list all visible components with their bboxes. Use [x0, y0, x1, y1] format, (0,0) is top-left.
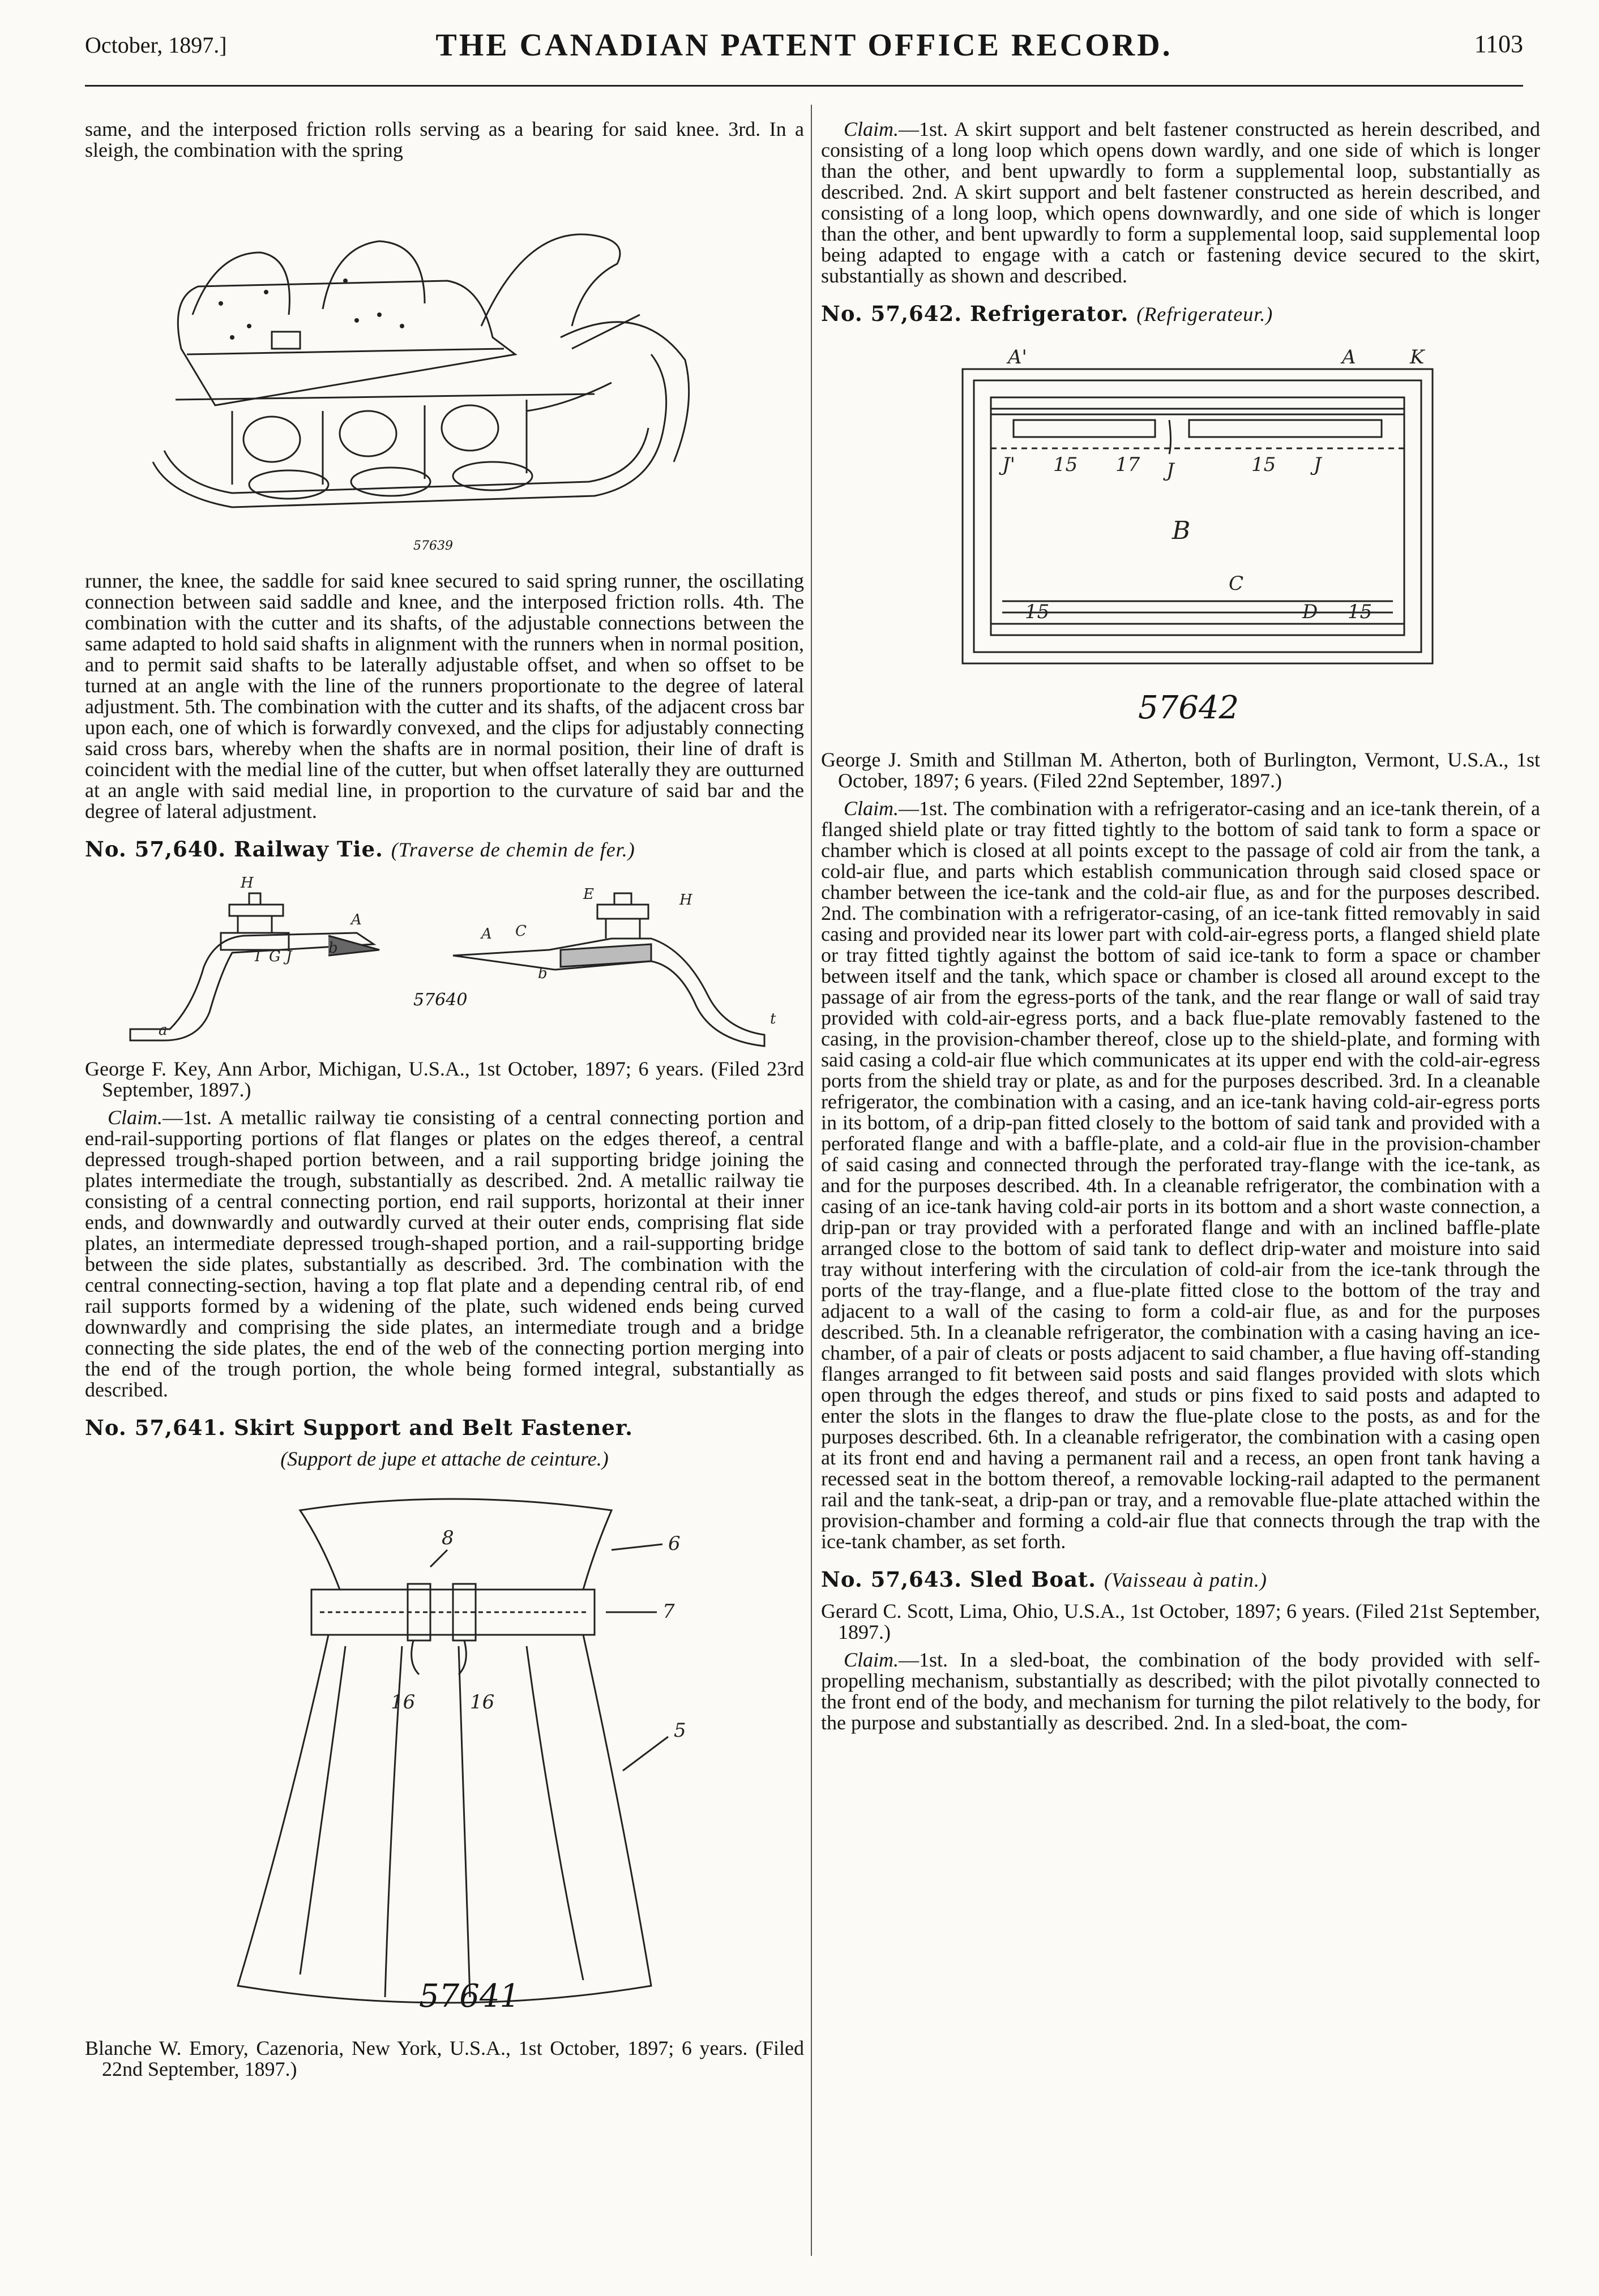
patent-57640-heading: [85, 839, 804, 860]
svg-text:6: 6: [668, 1532, 681, 1555]
svg-text:C: C: [515, 923, 527, 940]
patent-57642-inventor: George J. Smith and Stillman M. Atherton, both of Burlington, Vermont, U.S.A., 1st October, 1897; 6 years. (Filed 22nd September, 1897.): [821, 748, 1540, 792]
claim-text: —1st. A skirt support and belt fastener constructed as herein described, and consisting of a long loop which opens down wardly, and one side of which is longer than the other, and bent upwardly to form a supplemental loop, substantially as described. 2nd. A skirt support and belt fastener constructed as herein described, and consisting of a long loop, which opens downwardly, and one side of which is longer than the other, and bent upwardly to form a supplemental loop, said supplemental loop being adapted to engage with a catch or fastening device secured to the skirt, substantially as shown and described.: [821, 118, 1540, 287]
patent-57643-inventor: Gerard C. Scott, Lima, Ohio, U.S.A., 1st October, 1897; 6 years. (Filed 21st September, 1897.): [821, 1600, 1540, 1643]
claim-label: Claim.: [108, 1106, 163, 1129]
patent-french-title: (Vaisseau à patin.): [1104, 1569, 1267, 1591]
svg-text:A: A: [1342, 346, 1356, 369]
patent-title: Sled Boat.: [970, 1567, 1096, 1592]
figure-label-57642: 57642: [1138, 689, 1239, 726]
continued-claim-text: same, and the interposed friction rolls serving as a bearing for said knee. 3rd. In a sleigh, the combination with the spring: [85, 118, 804, 161]
svg-text:15: 15: [1251, 453, 1276, 476]
page-number: 1103: [1474, 30, 1523, 58]
patent-title: Skirt Support and Belt Fastener.: [234, 1415, 633, 1440]
patent-title: Railway Tie.: [234, 837, 383, 862]
svg-text:G: G: [269, 948, 281, 965]
svg-text:J: J: [1314, 453, 1322, 476]
sleigh-figure: [85, 168, 804, 564]
svg-text:a: a: [159, 1022, 168, 1039]
patent-57642-claim: [821, 798, 1540, 1552]
patent-number: No. 57,642.: [821, 301, 963, 326]
claim-label: Claim.: [844, 1648, 899, 1671]
right-column: [821, 119, 1540, 1733]
svg-text:16: 16: [391, 1691, 416, 1714]
railway-tie-drawing: [85, 871, 804, 1052]
svg-text:t: t: [770, 1010, 776, 1027]
svg-text:K: K: [1410, 346, 1425, 369]
svg-text:A: A: [351, 911, 362, 928]
railway-tie-letters: [159, 875, 776, 1039]
patent-57641-inventor: Blanche W. Emory, Cazenoria, New York, U.S.A., 1st October, 1897; 6 years. (Filed 22nd September, 1897.): [85, 2037, 804, 2080]
svg-text:J': J': [1002, 453, 1015, 476]
svg-text:D: D: [1302, 601, 1318, 623]
patent-57641-claim: [821, 119, 1540, 286]
svg-text:E: E: [583, 886, 594, 903]
page-header: [85, 27, 1523, 67]
svg-text:17: 17: [1115, 453, 1140, 476]
patent-number: No. 57,640.: [85, 837, 226, 862]
continued-claim-text-2: runner, the knee, the saddle for said knee secured to said spring runner, the oscillating connection between said saddle and knee, and the interposed friction rolls. 4th. The combination with the cutter and its shafts, of the adjustable connections between the same adapted to hold said shafts in alignment with the runners when in normal position, and to permit said shafts to be laterally adjustable offset, and when so offset to be turned at an angle with the line of the runners proportionate to the degree of lateral adjustment. 5th. The combination with the cutter and its shafts, of the adjacent cross bar upon each, one of which is forwardly convexed, and the clips for adjustably connecting said cross bars, whereby when the shafts are in normal position, their line of draft is coincident with the medial line of the cutter, but when offset laterally they are outturned at an angle with said medial line, in proportion to the curvature of said bar and the degree of lateral adjustment.: [85, 569, 804, 823]
svg-text:H: H: [241, 875, 254, 892]
svg-text:H: H: [679, 892, 692, 909]
claim-text: —1st. A metallic railway tie consisting of a central connecting portion and end-rail-supporting portions of flat flanges or plates on the edges thereof, a central depressed trough-shaped portion between, and a rail supporting bridge joining the plates intermediate the trough, substantially as described. 2nd. A metallic railway tie consisting of a central connecting portion, end rail supports, horizontal at their inner ends, and downwardly and outwardly curved at their outer ends, comprising flat side plates, an intermediate depressed trough-shaped portion, and a rail-supporting bridge between the side plates, substantially as described. 3rd. The combination with the central connecting-section, having a top flat plate and a depending central rib, of end rail supports formed by a widening of the plate, such widened ends being curved downwardly and comprising the side plates, an intermediate trough and a bridge connecting the side plates, the end of the web of the connecting portion merging into the end of the trough portion, the whole being formed integral, substantially as described.: [85, 1106, 804, 1401]
patent-french-title: (Traverse de chemin de fer.): [391, 838, 635, 861]
claim-text: —1st. The combination with a refrigerator-casing and an ice-tank therein, of a flanged shield plate or tray fitted tightly to the bottom of said tank to form a space or chamber which is closed at all points except to the passage of cold air from the tank, a cold-air flue, and parts which establish communication through said closed space or chamber between the ice-tank and the cold-air flue, as and for the purposes described. 2nd. The combination with a refrigerator-casing, of an ice-tank fitted removably in said casing and provided near its lower part with cold-air-egress ports, a flanged shield plate or tray fitted tightly against the bottom of said ice-tank to form a space or chamber between itself and the tank, which space or chamber is closed all around except to the passage of air from the egress-ports of the tank, and the rear flange or wall of said tray provided with cold-air-egress ports, and a back flue-plate removably fastened to the casing, in the provision-chamber thereof, close up to the shield-plate, and forming with said casing a cold-air flue which communicates at its upper end with the cold-air-egress ports from the shield tray or plate, as and for the purposes described. 3rd. In a cleanable refrigerator, the combination with a casing, and an ice-tank having cold-air-egress ports in its bottom, of a drip-pan fitted closely to the bottom of said tank and provided with a perforated flange and with a baffle-plate, and a cold-air flue in the provision-chamber of said casing and connected through the perforated tray-flange with the ice-tank, as and for the purposes described. 4th. In a cleanable refrigerator, the combination with a casing of an ice-tank having cold-air ports in its bottom and a short waste connection, a drip-pan or tray provided with a perforated flange and with an inclined baffle-plate arranged close to the bottom of said tank to deflect drip-water and moisture into said tray without interfering with the circulation of cold-air from the ice-tank through the ports of the tray-flange, and a flue-plate fitted close to the bottom of the tray and adjacent to a wall of the casing to form a cold-air flue, as and for the purposes described. 5th. In a cleanable refrigerator, the combination with a casing having an ice-chamber, of a pair of cleats or posts adjacent to said chamber, a flue having off-standing flanges arranged to fit between said posts and said flanges provided with slots which open through the edges thereof, and studs or pins fixed to said posts and adapted to enter the slots in the flanges to draw the flue-plate close to the posts, as and for the purposes described. 6th. In a cleanable refrigerator, the combination with a casing open at its front end and having a permanent rail and a recess, an open front tank having a recessed seat in the bottom thereof, a removable locking-rail adapted to the permanent rail and the tank-seat, a drip-pan or tray, and a removable flue-plate attached within the provision-chamber and forming a cold-air flue that connects through the trap with the ice-tank chamber, as set forth.: [821, 797, 1540, 1553]
svg-text:15: 15: [1025, 601, 1050, 623]
patent-57641-heading: [85, 1417, 804, 1438]
patent-57641-french-title: (Support de jupe et attache de ceinture.): [280, 1447, 609, 1470]
svg-text:C: C: [1229, 572, 1244, 595]
column-divider: [811, 105, 812, 2256]
patent-number: No. 57,643.: [821, 1567, 963, 1592]
refrigerator-drawing: [821, 335, 1540, 743]
svg-text:B: B: [1172, 516, 1191, 545]
svg-text:15: 15: [1348, 601, 1373, 623]
svg-text:5: 5: [674, 1719, 686, 1742]
svg-text:A': A': [1008, 346, 1027, 369]
svg-text:b: b: [538, 965, 548, 982]
patent-title: Refrigerator.: [970, 301, 1129, 326]
svg-text:15: 15: [1053, 453, 1078, 476]
patent-57643-heading: [821, 1569, 1540, 1591]
header-rule: [85, 85, 1523, 87]
refrigerator-letters: [999, 346, 1426, 623]
issue-date: October, 1897.]: [85, 32, 227, 58]
patent-french-title: (Refrigerateur.): [1136, 303, 1273, 325]
claim-label: Claim.: [844, 118, 899, 140]
patent-57640-inventor: George F. Key, Ann Arbor, Michigan, U.S.A., 1st October, 1897; 6 years. (Filed 23rd September, 1897.): [85, 1057, 804, 1101]
skirt-drawing: [85, 1476, 804, 2031]
claim-label: Claim.: [844, 797, 899, 820]
svg-text:J: J: [1166, 459, 1174, 482]
svg-text:16: 16: [470, 1691, 495, 1714]
svg-text:8: 8: [442, 1527, 454, 1549]
journal-title: THE CANADIAN PATENT OFFICE RECORD.: [435, 28, 1173, 63]
svg-text:I: I: [255, 948, 261, 965]
sleigh-drawing: [85, 168, 804, 564]
patent-57643-claim: [821, 1650, 1540, 1733]
patent-57640-claim: [85, 1107, 804, 1400]
patent-number: No. 57,641.: [85, 1415, 226, 1440]
patent-57642-heading: [821, 303, 1540, 325]
svg-text:7: 7: [662, 1600, 675, 1623]
figure-label-57640: 57640: [413, 990, 468, 1010]
svg-text:J: J: [286, 948, 292, 965]
svg-text:A: A: [481, 926, 492, 943]
left-column: [85, 119, 804, 2087]
svg-text:b: b: [328, 940, 338, 957]
claim-text: —1st. In a sled-boat, the combination of the body provided with self-propelling mechanism, substantially as described; with the pilot pivotally connected to the front end of the body, and mechanism for turning the pilot relatively to the body, for the purpose and substantially as described. 2nd. In a sled-boat, the com-: [821, 1648, 1540, 1734]
figure-label-57641: 57641: [419, 1978, 520, 2015]
railway-tie-figure: [85, 871, 804, 1052]
refrigerator-figure: [821, 335, 1540, 743]
figure-label-57639: 57639: [413, 539, 453, 553]
skirt-figure: [85, 1476, 804, 2031]
